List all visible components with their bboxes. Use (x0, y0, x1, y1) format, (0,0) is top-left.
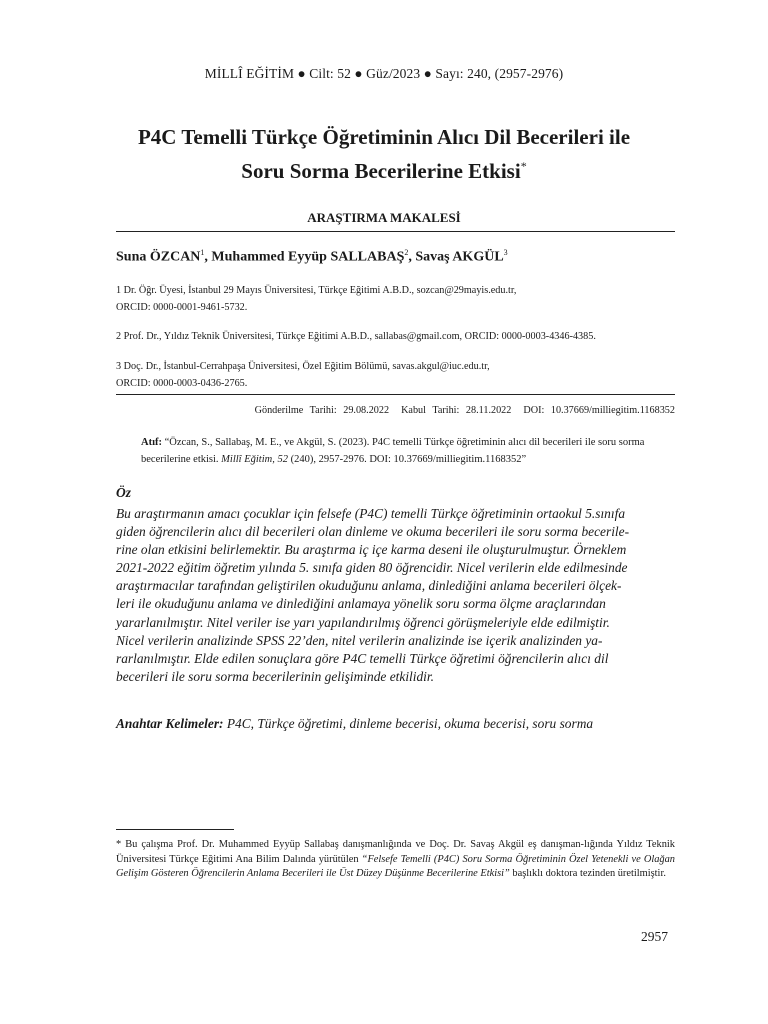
author-name: Savaş AKGÜL (415, 249, 504, 265)
affiliation-line: 2 Prof. Dr., Yıldız Teknik Üniversitesi, Türkçe Eğitimi A.B.D., sallabas@gmail.com, ORCID: 0000-0003-4346-4385. (116, 331, 596, 342)
keywords-text: P4C, Türkçe öğretimi, dinleme becerisi, okuma becerisi, soru sorma (223, 716, 594, 731)
abstract-line: yararlanılmıştır. Nitel veriler ise yarı yapılandırılmış öğrenci görüşmeleriyle elde edilmiştir. (116, 614, 610, 630)
author-affil-mark: 3 (503, 248, 508, 257)
author-separator: , (408, 249, 416, 265)
header-rule (116, 231, 675, 232)
article-title (60, 123, 708, 186)
author-name: Suna ÖZCAN (116, 249, 201, 265)
author-affil-mark: 1 (200, 248, 205, 257)
keywords (116, 716, 675, 732)
abstract-body (116, 505, 675, 686)
citation-text: (240), 2957-2976. DOI: 10.37669/milliegitim.1168352” (287, 454, 527, 465)
abstract-line: becerileri ile soru sorma becerilerinin gelişiminde etkilidir. (116, 668, 434, 684)
affiliation-3 (116, 358, 676, 392)
article-type: ARAŞTIRMA MAKALESİ (307, 210, 461, 225)
author-separator: , (204, 249, 212, 265)
submitted-date: Gönderilme Tarihi: 29.08.2022 (254, 405, 390, 416)
article-dates (116, 405, 675, 416)
author-list (116, 248, 508, 266)
footnote-rule (116, 829, 234, 830)
citation-label: Atıf: (141, 437, 162, 448)
affiliation-1 (116, 282, 676, 316)
page-number: 2957 (641, 929, 668, 944)
affiliation-rule (116, 394, 675, 395)
abstract-line: leri ile okuduğunu anlama ve dinlediğini anlamaya yönelik soru sorma ölçme araçlarından (116, 596, 606, 612)
footnote-text: * Bu çalışma Prof. Dr. Muhammed Eyyüp Sallabaş danışmanlığında ve Doç. Dr. Savaş Akgül eş danışman-lığında Yıldız Teknik Üniversitesi Türkçe Eğitimi Ana Bilim Dalında yürütülen (116, 839, 675, 865)
title-line-2: Soru Sorma Becerilerine Etkisi* (241, 159, 527, 183)
citation-journal: Millî Eğitim, 52 (221, 454, 288, 465)
citation-block (141, 434, 661, 468)
title-line-1: P4C Temelli Türkçe Öğretiminin Alıcı Dil Becerileri ile (137, 125, 631, 149)
running-head: MİLLÎ EĞİTİM ● Cilt: 52 ● Güz/2023 ● Sayı: 240, (2957-2976) (204, 66, 564, 81)
abstract-line: giden öğrencilerin alıcı dil becerileri olan dinleme ve okuma becerileri ile soru sorma becerile- (116, 524, 630, 540)
abstract-line: rine olan etkisini belirlemektir. Bu araştırma iç içe karma deseni ile oluşturulmuştur. Örneklem (116, 542, 627, 558)
affiliation-line: 3 Doç. Dr., İstanbul-Cerrahpaşa Üniversitesi, Özel Eğitim Bölümü, savas.akgul@iuc.edu.tr, (116, 361, 490, 372)
keywords-label: Anahtar Kelimeler: (116, 716, 224, 731)
abstract-line: rarlanılmıştır. Elde edilen sonuçlara göre P4C temelli Türkçe öğretimi öğrencilerin alıcı dil (116, 650, 609, 666)
abstract-line: 2021-2022 eğitim öğretim yılında 5. sınıfa giden 80 öğrencidir. Nicel verilerin elde edilmesinde (116, 560, 628, 576)
abstract-line: araştırmacılar tarafından geliştirilen okuduğunu anlama, dinlediğini anlama becerileri ölçek- (116, 578, 622, 594)
affiliation-line: 1 Dr. Öğr. Üyesi, İstanbul 29 Mayıs Üniversitesi, Türkçe Eğitimi A.B.D., sozcan@29mayis.edu.tr, (116, 285, 517, 296)
doi[interactable]: DOI: 10.37669/milliegitim.1168352 (523, 405, 675, 416)
title-footnote-mark: * (520, 159, 527, 173)
affiliation-line: ORCID: 0000-0003-0436-2765. (116, 378, 248, 389)
author-affil-mark: 2 (404, 248, 409, 257)
abstract-line: Bu araştırmanın amacı çocuklar için felsefe (P4C) temelli Türkçe öğretiminin ortaokul 5.sınıfa (116, 506, 626, 521)
abstract-heading: Öz (116, 485, 132, 500)
author-name: Muhammed Eyyüp SALLABAŞ (211, 249, 405, 265)
accepted-date: Kabul Tarihi: 28.11.2022 (401, 405, 512, 416)
footnote (116, 838, 675, 882)
footnote-thesis-title: “Felsefe Temelli (P4C) Soru Sorma Öğretiminin Özel Yetenekli ve Olağan Gelişim Gösteren Öğrencilerin Anlama Becerileri ile Üst Düzey Düşünme Becerilerine Etkisi” (116, 853, 675, 879)
footnote-text: başlıklı doktora tezinden üretilmiştir. (509, 868, 666, 879)
affiliation-line: ORCID: 0000-0001-9461-5732. (116, 302, 248, 313)
citation-text: “Özcan, S., Sallabaş, M. E., ve Akgül, S. (2023). P4C temelli Türkçe öğretiminin alıcı dil becerileri ile soru sorma becerilerine etkisi. (141, 437, 645, 465)
abstract-line: Nicel verilerin analizinde SPSS 22’den, nitel verilerin analizinde ise içerik analizinden ya- (116, 632, 603, 648)
affiliation-2 (116, 328, 676, 345)
